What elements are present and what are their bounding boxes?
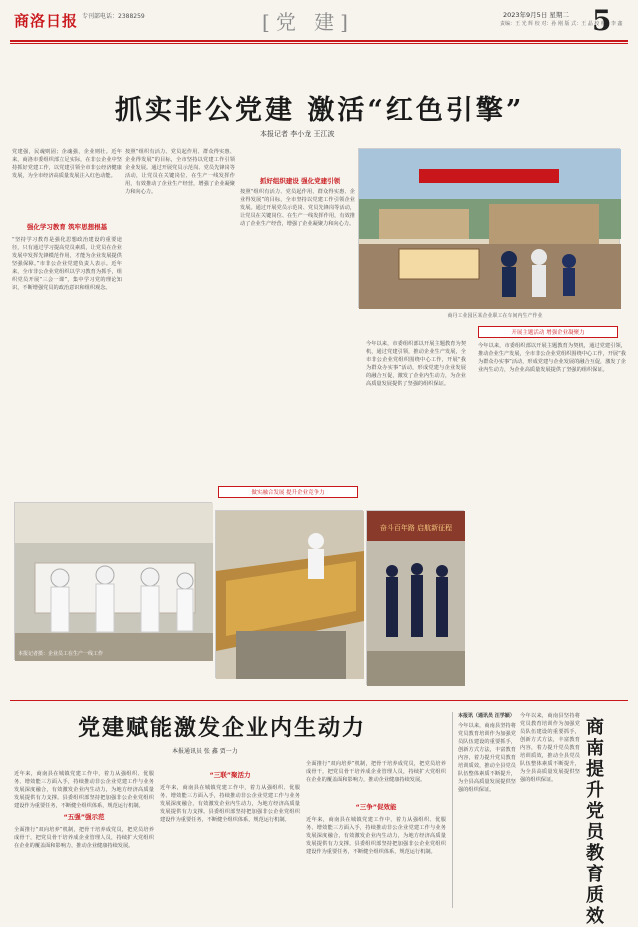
page-number: 5	[592, 4, 612, 37]
article1-headline: 抓实非公党建 激活“红色引擎”	[115, 95, 525, 126]
banner-text: 奋斗百年路 启航新征程	[379, 524, 453, 532]
article2-body-col3b: 近年来，商南县在城镇党建工作中，着力从强组织、优服务、增效能三方面入手，持续推动非公企业党建工作与业务发展深度融合，有效激发企业内生动力，为地方经济高质量发展提供有力支撑。县委组织部坚持把加强非公企业党组织建设作为重要任务，不断健全组织体系，规范运行机制。	[306, 817, 446, 855]
article1-body-left: “坚持学习教育是强化思想政治建设的重要途径，只有通过学习提高党员素质，让党员在企业发展中发挥先锋模范作用，才能为企业发展提供坚强保障。”市非公企业党建负责人表示。近年来，全市非公企业党组织以学习教育为抓手，组织党员开展“三会一课”，集中学习党的理论知识，不断增强党员的政治意识和组织观念。	[12, 237, 122, 291]
article2-body-col3: 全面推行“双向培养”机制，把骨干培养成党员，把党员培养成骨干，把党员骨干培养成企业管理人员，持续扩大党组织在企业的覆盖面和影响力，推动企业健康持续发展。	[306, 761, 446, 783]
photo-party-members-scene	[367, 511, 465, 686]
article1-body-right: 今年以来，市委组织部以开展主题教育为契机，通过党建引领，推动企业生产发展，全市非公企业党组织围绕中心工作，开展“我为群众办实事”活动，形成党建与企业发展的融合互促，激发了企业内生动力，为企业高质量发展提供了坚强的组织保证。	[478, 343, 626, 373]
issue-date: 2023年9月5日 星期二	[503, 11, 569, 19]
article1-intro: 党建强，民魂则固；企魂强，企业则壮。近年来，商洛市委组织部立足实际，在非公企业中坚持抓好党建工作，以党建引领全市非公经济健康发展，为全市经济高质量发展注入红色动能。	[12, 149, 122, 179]
article3-headline: 商南提升党员教育质效	[586, 717, 604, 927]
newspaper-logo: 商洛日报	[14, 12, 79, 30]
photo-top-right	[358, 148, 620, 308]
article3-byline: 本报讯（通讯员 汪学颖）	[458, 713, 515, 719]
article2-headline: 党建赋能激发企业内生动力	[78, 715, 367, 741]
article3-body-col1: 今年以来，商南县坚持将党员教育培训作为加强党员队伍建设的重要抓手，创新方式方法，丰富教育内容，着力提升党员教育培训质效，推动全县党员队伍整体素质不断提升，为全县高质量发展提供坚强的组织保证。	[458, 723, 516, 793]
article2-body-col1: 近年来，商南县在城镇党建工作中，着力从强组织、优服务、增效能三方面入手，持续推动非公企业党建工作与业务发展深度融合，有效激发企业内生动力，为地方经济高质量发展提供有力支撑。县委组织部坚持把加强非公企业党组织建设作为重要任务，不断健全组织体系，规范运行机制。	[14, 771, 154, 809]
photo-top-right-caption: 商丹工业园区某企业职工在车间内生产作业	[447, 313, 543, 319]
section-label: 党 建	[275, 10, 341, 34]
article1-body-col5: 今年以来，市委组织部以开展主题教育为契机，通过党建引领，推动企业生产发展，全市非公企业党组织围绕中心工作，开展“我为群众办实事”活动，形成党建与企业发展的融合互促，激发了企业内生动力，为企业高质量发展提供了坚强的组织保证。	[366, 341, 466, 387]
article1-byline: 本报记者 李小龙 王江波	[260, 130, 335, 138]
photo-factory-workers	[14, 502, 212, 660]
subhead-organize-visible: 抓好组织建设 强化党建引领	[259, 177, 341, 185]
article2-subhead-3: “三争”促效能	[355, 803, 397, 811]
photo-production-line-scene	[216, 511, 364, 679]
photo-left-caption: 本报记者摄：企业员工在生产一线工作	[18, 651, 104, 657]
section-title: [党 建]	[262, 10, 354, 34]
article2-body-col1b: 全面推行“双向培养”机制，把骨干培养成党员，把党员培养成骨干，把党员骨干培养成企业管理人员，持续扩大党组织在企业的覆盖面和影响力，推动企业健康持续发展。	[14, 827, 154, 849]
header-rule-thin	[10, 43, 628, 44]
article3-body-col2: 今年以来，商南县坚持将党员教育培训作为加强党员队伍建设的重要抓手，创新方式方法，丰富教育内容，着力提升党员教育培训质效，推动全县党员队伍整体素质不断提升，为全县高质量发展提供坚强的组织保证。	[520, 713, 580, 783]
article1-body-col3: 按照“组织有活力、党员起作用、群众得实惠、企业得发展”的目标，全市坚持以党建工作引领企业发展。通过开展党员示范岗、党员先锋岗等活动，让党员在关键岗位、在生产一线发挥作用，有效推动了企业生产经营，增强了企业凝聚力和向心力。	[240, 189, 355, 227]
header-rule	[10, 40, 628, 42]
editors-line: 责编：王 光 辉 校 对：孙 刚 版 式：王 晶 校 检：李 鑫	[500, 21, 623, 27]
article2-subhead-2: “三联”聚活力	[209, 771, 251, 779]
article2-body-col2: 近年来，商南县在城镇党建工作中，着力从强组织、优服务、增效能三方面入手，持续推动非公企业党建工作与业务发展深度融合，有效激发企业内生动力，为地方经济高质量发展提供有力支撑。县委组织部坚持把加强非公企业党组织建设作为重要任务，不断健全组织体系，规范运行机制。	[160, 785, 300, 823]
article2-byline: 本报通讯员 张 鑫 贾一力	[172, 748, 238, 755]
subhead-integration: 做实融合发展 提升企业竞争力	[218, 486, 358, 498]
subhead-study: 强化学习教育 筑牢思想根基	[26, 223, 108, 231]
photo-party-members	[366, 510, 464, 685]
article2-subhead-1: “五强”强示范	[63, 813, 105, 821]
issue-info: 专刊部电话：2388259	[82, 13, 145, 20]
photo-top-right-scene	[359, 149, 621, 309]
column-rule	[452, 712, 453, 908]
subhead-activity: 开展主题活动 增强企业凝聚力	[478, 326, 618, 338]
photo-factory-workers-scene	[15, 503, 213, 661]
photo-production-line	[215, 510, 363, 678]
section-divider	[10, 700, 628, 701]
article1-body-col2: 按照“组织有活力、党员起作用、群众得实惠、企业得发展”的目标，全市坚持以党建工作引领企业发展。通过开展党员示范岗、党员先锋岗等活动，让党员在关键岗位、在生产一线发挥作用，有效推动了企业生产经营，增强了企业凝聚力和向心力。	[125, 149, 235, 195]
